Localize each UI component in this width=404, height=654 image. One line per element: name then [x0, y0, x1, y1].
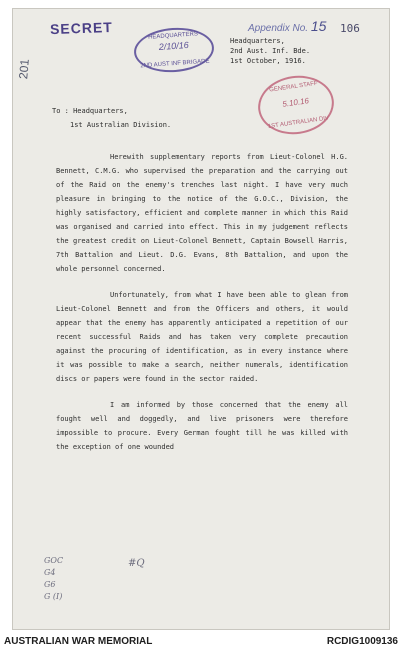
handwritten-distribution — [44, 555, 63, 603]
handwritten-note: GOC — [44, 556, 64, 565]
address-line: To : Headquarters, — [52, 107, 128, 115]
letter-body — [56, 150, 348, 466]
paragraph: I am informed by those concerned that the enemy all fought well and doggedly, and live prisoners were therefore impossible to procure. Every German fought till he was killed with the exception of one wounded — [56, 401, 348, 451]
paragraph: Unfortunately, from what I have been able to glean from Lieut-Colonel Bennett and from the Officers and others, it would appear that the enemy has apparently anticipated a repetition of our recent successful Raids and has taken very complete precaution against the procuring of identification, as in every instance where it was possible to make a search, neither numerals, identification discs or papers were found in the sector raided. — [56, 291, 348, 383]
stamp-gs-bottom: 1ST AUSTRALIAN DIV — [267, 115, 330, 131]
handwritten-note: G6 — [44, 580, 56, 589]
header-line: 1st October, 1916. — [230, 57, 306, 65]
address-line: 1st Australian Division. — [70, 121, 172, 129]
side-number: 201 — [16, 58, 32, 80]
page-number: 106 — [340, 22, 360, 35]
stamp-hq-date: 2/10/16 — [158, 39, 190, 53]
archive-footer — [0, 634, 404, 654]
appendix-number: 15 — [310, 18, 327, 34]
appendix-annotation — [248, 18, 326, 34]
stamp-hq-top: HEADQUARTERS — [147, 31, 199, 41]
stamp-hq-bottom: 2ND AUST INF BRIGADE — [140, 58, 210, 70]
sender-header — [230, 36, 310, 66]
header-line: 2nd Aust. Inf. Bde. — [230, 47, 311, 55]
stamp-gs-date: 5.10.16 — [281, 96, 310, 109]
recipient-address — [52, 104, 171, 132]
handwritten-mark: #Q — [128, 558, 145, 569]
archive-name: AUSTRALIAN WAR MEMORIAL — [4, 636, 153, 647]
handwritten-note: G (I) — [44, 592, 63, 601]
stamp-gs-top: GENERAL STAFF — [268, 80, 319, 94]
archive-reference: RCDIG1009136 — [326, 636, 398, 647]
classification-stamp: SECRET — [49, 18, 114, 38]
handwritten-note: G4 — [44, 568, 56, 577]
paragraph: Herewith supplementary reports from Lieut-Colonel H.G. Bennett, C.M.G. who supervised the preparation and the carrying out of the Raid on the enemy's trenches last night. I have very much pleasure in bringing to the notice of the G.O.C., Division, the highly satisfactory, efficient and complete manner in which this Raid was organised and carried into effect. This in my judgement reflects the greatest credit on Lieut-Colonel Bennett, Captain Bowsell Harris, 7th Battalion and Lieut. D.G. Evans, 8th Battalion, and upon the whole personnel concerned. — [56, 153, 348, 273]
header-line: Headquarters, — [230, 37, 285, 45]
appendix-label: Appendix No. — [248, 23, 309, 34]
